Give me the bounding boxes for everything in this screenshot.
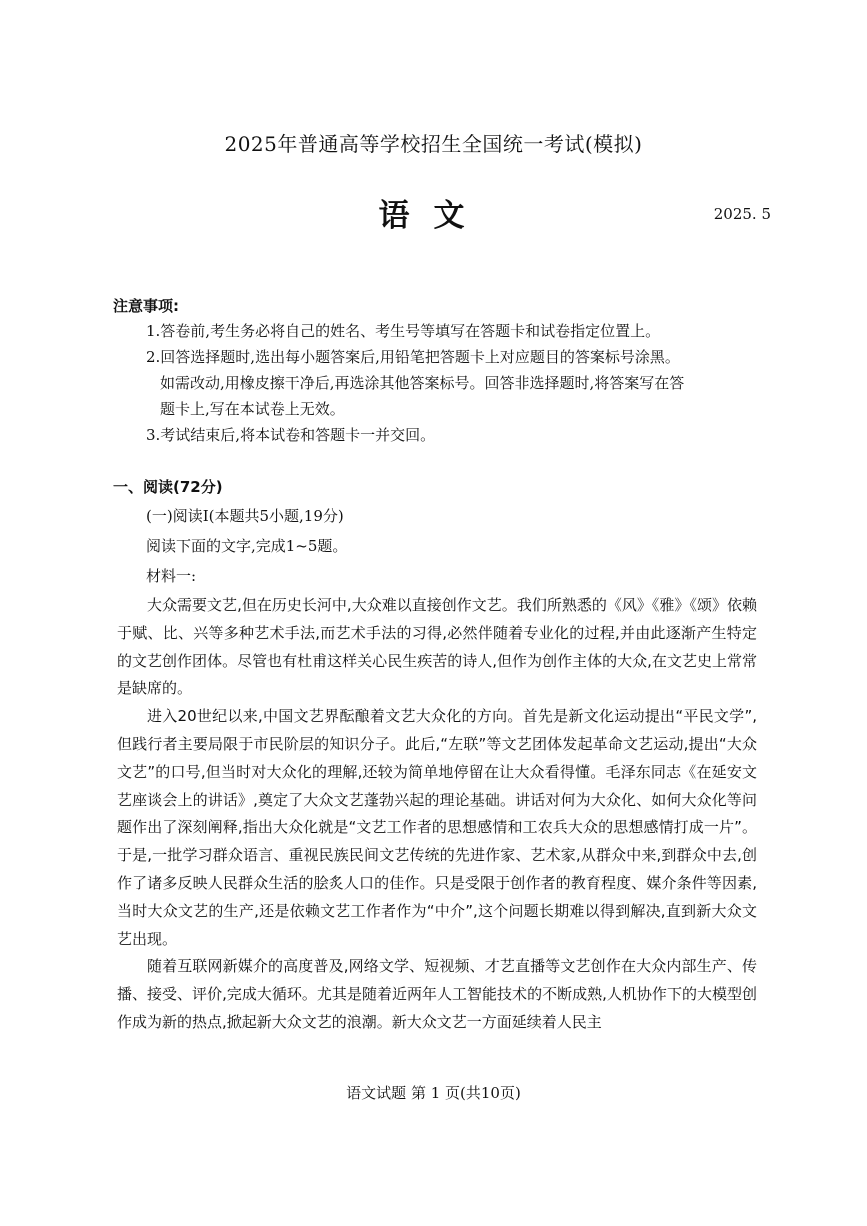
subject-title: 语文 bbox=[378, 198, 489, 234]
passage-paragraph: 进入20世纪以来,中国文艺界酝酿着文艺大众化的方向。首先是新文化运动提出“平民文学”,但践行者主要局限于市民阶层的知识分子。此后,“左联”等文艺团体发起革命文艺运动,提出“大众文艺”的口号,但当时对大众化的理解,还较为简单地停留在让大众看得懂。毛泽东同志《在延安文艺座谈会上的讲话》,奠定了大众文艺蓬勃兴起的理论基础。讲话对何为大众化、如何大众化等问题作出了深刻阐释,指出大众化就是“文艺工作者的思想感情和工农兵大众的思想感情打成一片”。于是,一批学习群众语言、重视民族民间文艺传统的先进作家、艺术家,从群众中来,到群众中去,创作了诸多反映人民群众生活的脍炙人口的佳作。只是受限于创作者的教育程度、媒介条件等因素,当时大众文艺的生产,还是依赖文艺工作者作为“中介”,这个问题长期难以得到解决,直到新大众文艺出现。 bbox=[117, 707, 757, 948]
passage-paragraph: 大众需要文艺,但在历史长河中,大众难以直接创作文艺。我们所熟悉的《风》《雅》《颂》依赖于赋、比、兴等多种艺术手法,而艺术手法的习得,必然伴随着专业化的过程,并由此逐渐产生特定的文艺创作团体。尽管也有杜甫这样关心民生疾苦的诗人,但作为创作主体的大众,在文艺史上常常是缺席的。 bbox=[117, 596, 757, 698]
passage-paragraph: 随着互联网新媒介的高度普及,网络文学、短视频、才艺直播等文艺创作在大众内部生产、传播、接受、评价,完成大循环。尤其是随着近两年人工智能技术的不断成熟,人机协作下的大模型创作成为新的热点,掀起新大众文艺的浪潮。新大众文艺一方面延续着人民主 bbox=[117, 957, 757, 1031]
notice-item-continuation: 如需改动,用橡皮擦干净后,再选涂其他答案标号。回答非选择题时,将答案写在答 bbox=[160, 374, 685, 392]
notice-item: 3.考试结束后,将本试卷和答题卡一并交回。 bbox=[146, 426, 436, 444]
reading-sub-heading: (一)阅读Ⅰ(本题共5小题,19分) bbox=[146, 507, 344, 525]
page-footer: 语文试题 第 1 页(共10页) bbox=[346, 1084, 521, 1102]
notice-item-continuation: 题卡上,写在本试卷上无效。 bbox=[160, 400, 345, 418]
reading-instruction: 阅读下面的文字,完成1~5题。 bbox=[146, 537, 348, 555]
section-heading: 一、阅读(72分) bbox=[113, 478, 223, 496]
material-label: 材料一: bbox=[146, 567, 197, 585]
notice-heading: 注意事项: bbox=[113, 297, 179, 315]
notice-list bbox=[146, 318, 766, 448]
exam-date: 2025. 5 bbox=[713, 205, 771, 223]
passage-body bbox=[117, 592, 757, 1037]
notice-item: 1.答卷前,考生务必将自己的姓名、考生号等填写在答题卡和试卷指定位置上。 bbox=[146, 322, 661, 340]
exam-title: 2025年普通高等学校招生全国统一考试(模拟) bbox=[224, 132, 643, 156]
notice-item: 2.回答选择题时,选出每小题答案后,用铅笔把答题卡上对应题目的答案标号涂黑。 bbox=[146, 348, 680, 366]
